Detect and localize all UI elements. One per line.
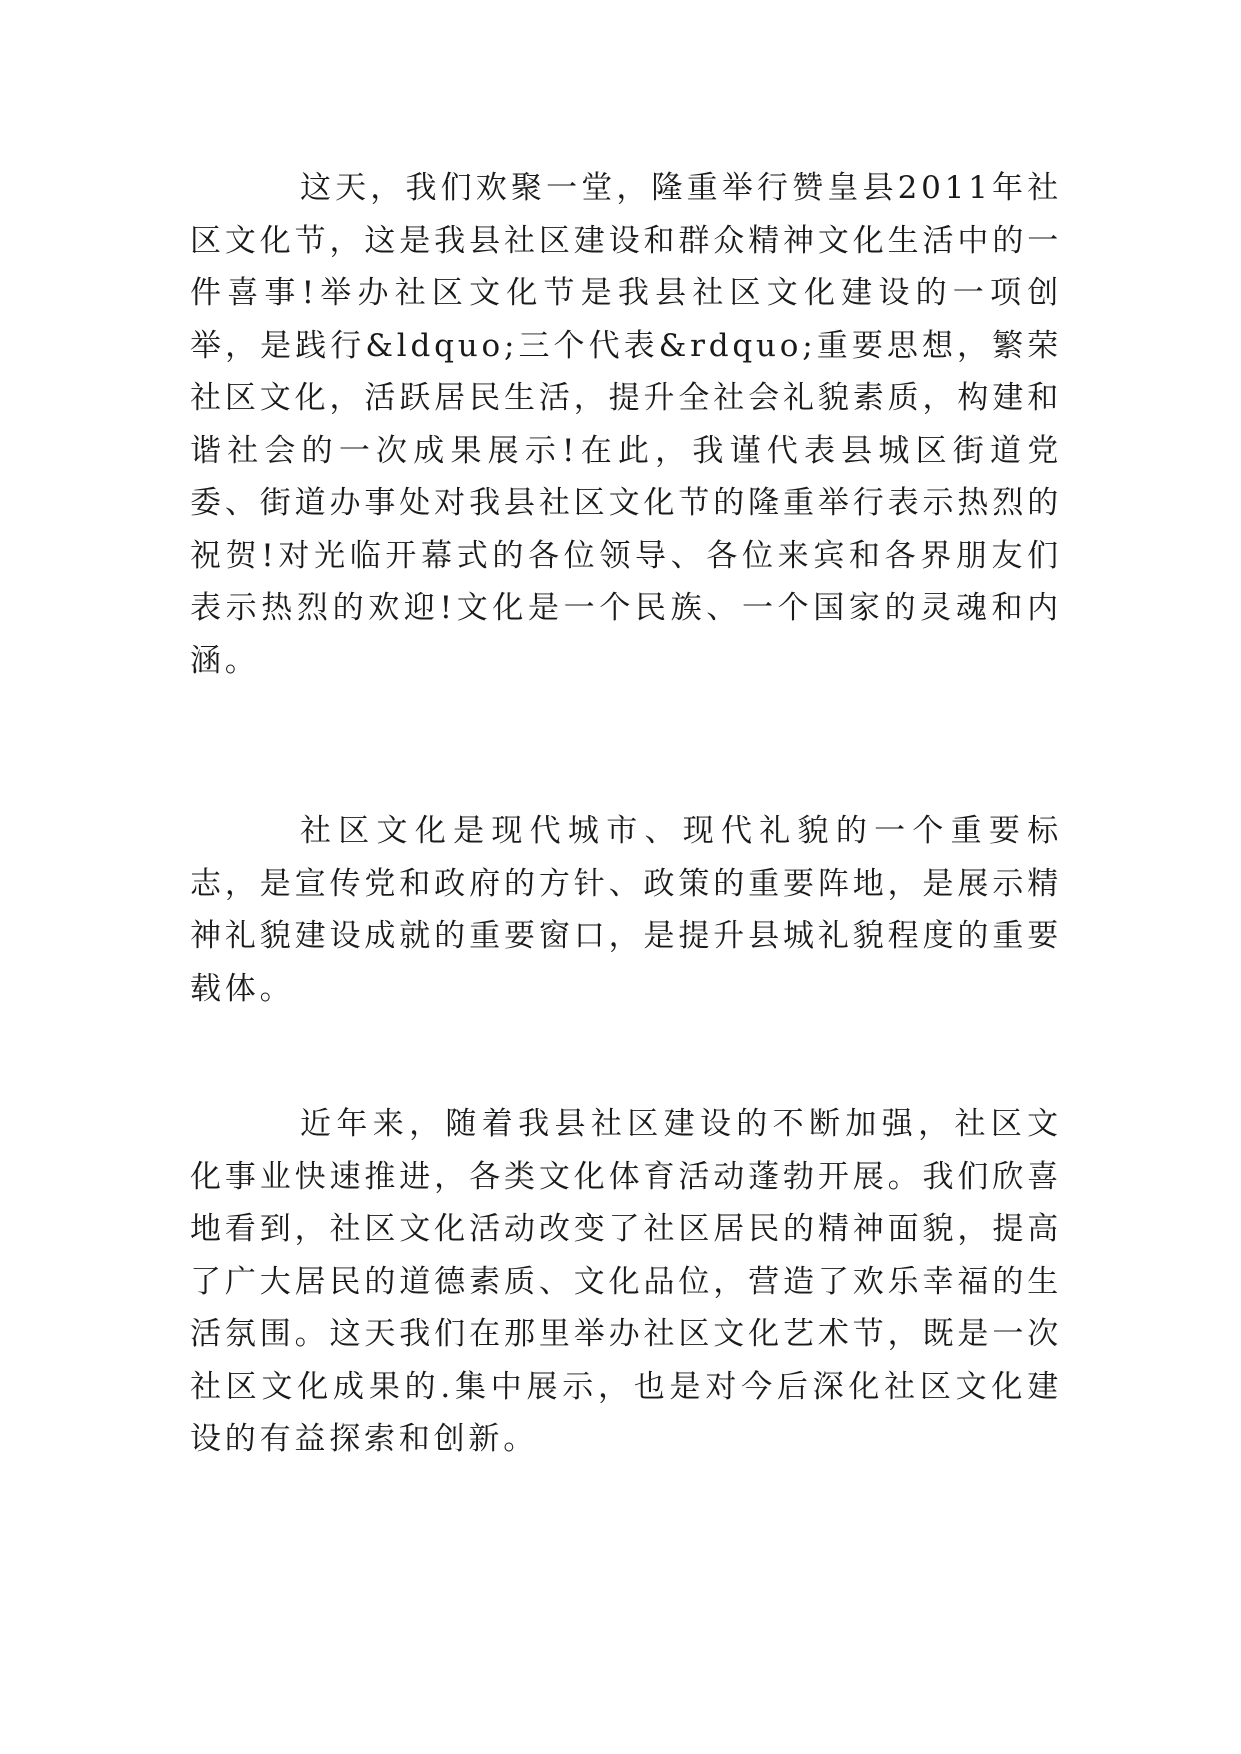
paragraph-recent-years: 近年来，随着我县社区建设的不断加强，社区文化事业快速推进，各类文化体育活动蓬勃开展。我们欣喜地看到，社区文化活动改变了社区居民的精神面貌，提高了广大居民的道德素质、文化品位，营造了欢乐幸福的生活氛围。这天我们在那里举办社区文化艺术节，既是一次社区文化成果的.集中展示，也是对今后深化社区文化建设的有益探索和创新。 (190, 1106, 1062, 1457)
paragraph-community-culture: 社区文化是现代城市、现代礼貌的一个重要标志，是宣传党和政府的方针、政策的重要阵地，是展示精神礼貌建设成就的重要窗口，是提升县城礼貌程度的重要载体。 (190, 813, 1062, 1007)
paragraph-opening: 这天，我们欢聚一堂，隆重举行赞皇县2011年社区文化节，这是我县社区建设和群众精神文化生活中的一件喜事!举办社区文化节是我县社区文化建设的一项创举，是践行&ldquo;三个代表&rdquo;重要思想，繁荣社区文化，活跃居民生活，提升全社会礼貌素质，构建和谐社会的一次成果展示!在此，我谨代表县城区街道党委、街道办事处对我县社区文化节的隆重举行表示热烈的祝贺!对光临开幕式的各位领导、各位来宾和各界朋友们表示热烈的欢迎!文化是一个民族、一个国家的灵魂和内涵。 (190, 170, 1062, 679)
